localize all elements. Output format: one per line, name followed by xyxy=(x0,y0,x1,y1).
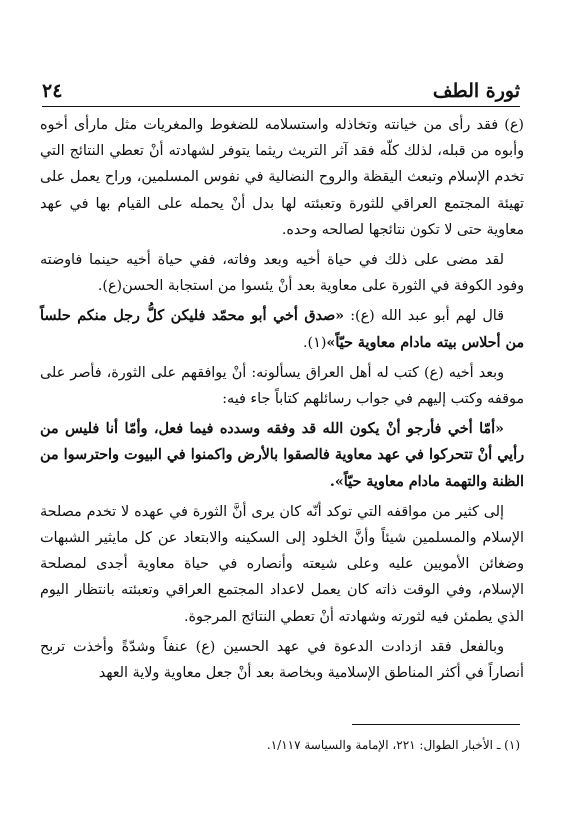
paragraph-2: لقد مضى على ذلك في حياة أخيه وبعد وفاته، ففي حياة أخيه حينما فاوضته وفود الكوفة في الثورة على معاوية بعد أنْ يئسوا من استجابة الحسن(ع). xyxy=(40,252,524,295)
quote-1: «صدق أخي أبو محمّد فليكن كلُّ رجل منكم حلساً من أحلاس بيته مادام معاوية حيّاً» xyxy=(40,308,524,351)
paragraph-3 xyxy=(40,303,524,355)
paragraph-3-intro: قال لهم أبو عبد الله (ع): xyxy=(344,308,504,325)
footnote: (١) ـ الأخبار الطوال: ٢٢١، الإمامة والسياسة ١/١١٧. xyxy=(266,738,520,752)
header-title: ثورة الطف xyxy=(432,80,520,102)
footnote-divider xyxy=(352,724,520,725)
paragraph-4: وبعد أخيه (ع) كتب له أهل العراق يسألونه: أنْ يوافقهم على الثورة، فأصر على موقفه وكتب إليهم في جواب رسائلهم كتاباً جاء فيه: xyxy=(40,364,524,408)
quote-2: «أمّا أخي فأرجو أنْ يكون الله قد وفقه وسدده فيما فعل، وأمّا أنا فليس من رأيي أنْ تتحركوا في عهد معاوية فالصقوا بالأرض واكمنوا في البيوت واحترسوا من الظنة والتهمة مادام معاوية حيّاً». xyxy=(40,421,524,490)
paragraph-6: إلى كثير من مواقفه التي توكد أنّه كان يرى أنَّ الثورة في عهده لا تخدم مصلحة الإسلام والمسلمين شيئاً وأنَّ الخلود إلى السكينه والابتعاد عن كل مايثير الشبهات وضغائن الأمويين عليه وعلى شيعته وأنصاره في حياة معاوية أجدى لمصلحة الإسلام، وفي الوقت ذاته كان يعمل لاعداد المجتمع العراقي وتعبئته بانتظار اليوم الذي يطمئن فيه لثورته وشهادته أنْ تعطي النتائج المرجوة. xyxy=(40,503,524,625)
paragraph-7: وبالفعل فقد ازدادت الدعوة في عهد الحسين (ع) عنفاً وشدّةً وأخذت تربح أنصاراً في أكثر المناطق الإسلامية وبخاصة بعد أنْ جعل معاوية ولاية العهد xyxy=(40,638,524,682)
main-text xyxy=(40,112,524,690)
running-header xyxy=(42,66,520,107)
page-number: ٢٤ xyxy=(42,80,63,102)
footnote-ref: (١). xyxy=(303,334,327,351)
paragraph-1: (ع) فقد رأى من خيانته وتخاذله واستسلامه للضغوط والمغريات مثل مارأى أخوه وأبوه من قبله، لذلك كلّه فقد آثر التريث ريثما يتوفر لشهادته أنْ تعطي النتائج التي تخدم الإسلام وتبعث اليقظة والروح النضالية في نفوس المسلمين، وراح يعمل على تهيئة المجتمع العراقي للثورة وتعبئته لها بدل أنْ يحمله على القيام بها في عهد معاوية حتى لا تكون نتائجها لصالحه وحده. xyxy=(40,117,524,238)
